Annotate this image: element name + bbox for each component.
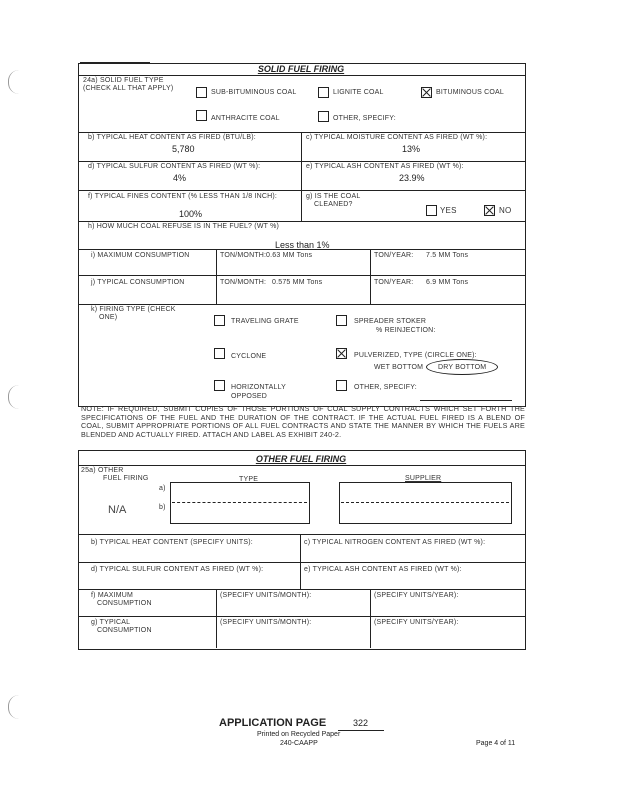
row-b-label: b) (159, 504, 166, 511)
other-max-year-label: (SPECIFY UNITS/YEAR): (374, 592, 459, 599)
max-ton-month-label: TON/MONTH: (220, 252, 267, 259)
other-typ-consumption-sublabel: CONSUMPTION (97, 627, 152, 634)
divider (78, 465, 525, 466)
heat-content-label: b) TYPICAL HEAT CONTENT AS FIRED (BTU/LB): (88, 134, 256, 141)
lignite-checkbox[interactable] (318, 87, 329, 98)
divider (78, 161, 525, 162)
divider (341, 502, 509, 503)
application-page-number: 322 (353, 718, 369, 728)
spreader-stoker-checkbox[interactable] (336, 315, 347, 326)
anthracite-checkbox[interactable] (196, 110, 207, 121)
type-header: TYPE (239, 476, 259, 483)
opposed-label: OPPOSED (231, 393, 268, 400)
bituminous-label: BITUMINOUS COAL (436, 89, 504, 96)
max-ton-month-value[interactable]: 0.63 MM Tons (266, 252, 313, 259)
other-sulfur-content-label: d) TYPICAL SULFUR CONTENT AS FIRED (WT %): (91, 566, 264, 573)
horizontally-opposed-label: HORIZONTALLY (231, 384, 287, 391)
divider (370, 249, 371, 304)
divider (78, 249, 525, 250)
coal-cleaned-label: g) IS THE COAL (306, 193, 361, 200)
pulverized-label: PULVERIZED, TYPE (CIRCLE ONE): (354, 352, 477, 359)
typ-ton-month-value[interactable]: 0.575 MM Tons (272, 279, 323, 286)
subbituminous-checkbox[interactable] (196, 87, 207, 98)
other-solid-checkbox[interactable] (318, 111, 329, 122)
sulfur-content-label: d) TYPICAL SULFUR CONTENT AS FIRED (WT %): (88, 163, 261, 170)
heat-content-value[interactable]: 5,780 (172, 144, 195, 154)
spreader-stoker-label: SPREADER STOKER (354, 318, 427, 325)
other-heat-content-label: b) TYPICAL HEAT CONTENT (SPECIFY UNITS): (91, 539, 253, 546)
max-ton-year-value[interactable]: 7.5 MM Tons (426, 252, 469, 259)
subbituminous-label: SUB-BITUMINOUS COAL (211, 89, 297, 96)
q25a-label: 25a) OTHER (81, 467, 124, 474)
not-applicable-value: N/A (108, 504, 127, 516)
supplier-input-box[interactable] (339, 482, 512, 524)
contract-note: NOTE: IF REQUIRED, SUBMIT COPIES OF THOSE PORTIONS OF COAL SUPPLY CONTRACTS WHICH SET FORTH THE SPECIFICATIONS OF THE FUEL AND THE DURATION OF THE CONTRACT. IF THE ACTUAL FUEL FIRED IS A BLEND OF COAL, SUBMIT APPROPRIATE PORTIONS OF ALL FUEL CONTRACTS AND STATE THE MANNER BY WHICH THE FUELS ARE BLENDED AND ACTUALLY FIRED. ATTACH AND LABEL AS EXHIBIT 240-2. (81, 404, 525, 439)
page-count: Page 4 of 11 (476, 740, 516, 747)
divider (216, 589, 217, 648)
other-max-consumption-sublabel: CONSUMPTION (97, 600, 152, 607)
divider (78, 616, 525, 617)
fines-content-label: f) TYPICAL FINES CONTENT (% LESS THAN 1/8 INCH): (88, 193, 278, 200)
other-typ-year-label: (SPECIFY UNITS/YEAR): (374, 619, 459, 626)
cyclone-checkbox[interactable] (214, 348, 225, 359)
horizontally-opposed-checkbox[interactable] (214, 380, 225, 391)
coal-cleaned-sublabel: CLEANED? (314, 201, 353, 208)
divider (78, 75, 525, 76)
row-a-label: a) (159, 485, 166, 492)
supplier-header: SUPPLIER (405, 475, 442, 482)
q25a-sublabel: FUEL FIRING (103, 475, 149, 482)
moisture-content-label: c) TYPICAL MOISTURE CONTENT AS FIRED (WT %): (306, 134, 488, 141)
ash-content-value[interactable]: 23.9% (399, 173, 425, 183)
dry-bottom-option[interactable]: DRY BOTTOM (438, 364, 487, 371)
cleaned-no-checkbox[interactable] (484, 205, 495, 216)
sulfur-content-value[interactable]: 4% (173, 173, 187, 183)
firing-type-label: k) FIRING TYPE (CHECK (91, 306, 176, 313)
cleaned-yes-label: YES (440, 206, 457, 215)
other-typ-month-label: (SPECIFY UNITS/MONTH): (220, 619, 312, 626)
lignite-label: LIGNITE COAL (333, 89, 384, 96)
binder-hole-mark (8, 70, 19, 94)
type-input-box[interactable] (170, 482, 310, 524)
typical-consumption-label: j) TYPICAL CONSUMPTION (91, 279, 185, 286)
max-consumption-label: i) MAXIMUM CONSUMPTION (91, 252, 190, 259)
other-typ-consumption-label: g) TYPICAL (91, 619, 131, 626)
coal-refuse-label: h) HOW MUCH COAL REFUSE IS IN THE FUEL? (WT %) (88, 223, 280, 230)
recycled-paper-note: Printed on Recycled Paper (257, 731, 341, 738)
bituminous-checkbox[interactable] (421, 87, 432, 98)
other-firing-field[interactable] (420, 400, 512, 401)
traveling-grate-label: TRAVELING GRATE (231, 318, 299, 325)
divider (78, 221, 525, 222)
q24a-sublabel: (CHECK ALL THAT APPLY) (83, 85, 174, 92)
other-firing-label: OTHER, SPECIFY: (354, 384, 417, 391)
other-max-month-label: (SPECIFY UNITS/MONTH): (220, 592, 312, 599)
application-page-label: APPLICATION PAGE (219, 717, 327, 729)
max-ton-year-label: TON/YEAR: (374, 252, 414, 259)
divider (301, 190, 302, 221)
cleaned-no-label: NO (499, 206, 512, 215)
other-max-consumption-label: f) MAXIMUM (91, 592, 134, 599)
divider (370, 589, 371, 648)
other-fuel-title: OTHER FUEL FIRING (255, 454, 347, 464)
other-firing-checkbox[interactable] (336, 380, 347, 391)
other-solid-label: OTHER, SPECIFY: (333, 115, 396, 122)
typ-ton-month-label: TON/MONTH: (220, 279, 267, 286)
ash-content-label: e) TYPICAL ASH CONTENT AS FIRED (WT %): (306, 163, 464, 170)
divider (172, 502, 307, 503)
divider (78, 562, 525, 563)
page-number-underline (338, 730, 384, 731)
cyclone-label: CYCLONE (231, 353, 267, 360)
divider (216, 249, 217, 304)
firing-type-sublabel: ONE) (99, 314, 118, 321)
divider (78, 534, 525, 535)
coal-refuse-value[interactable]: Less than 1% (275, 240, 330, 250)
q24a-label: 24a) SOLID FUEL TYPE (83, 77, 164, 84)
cleaned-yes-checkbox[interactable] (426, 205, 437, 216)
typ-ton-year-value[interactable]: 6.9 MM Tons (426, 279, 469, 286)
nitrogen-content-label: c) TYPICAL NITROGEN CONTENT AS FIRED (WT %): (304, 539, 486, 546)
divider (78, 589, 525, 590)
pulverized-checkbox[interactable] (336, 348, 347, 359)
moisture-content-value[interactable]: 13% (402, 144, 421, 154)
other-ash-content-label: e) TYPICAL ASH CONTENT AS FIRED (WT %): (304, 566, 462, 573)
reinjection-label: % REINJECTION: (376, 327, 436, 334)
binder-hole-mark (8, 385, 19, 409)
divider (78, 304, 525, 305)
solid-fuel-title: SOLID FUEL FIRING (257, 64, 345, 74)
typ-ton-year-label: TON/YEAR: (374, 279, 414, 286)
anthracite-label: ANTHRACITE COAL (211, 115, 280, 122)
form-id: 240-CAAPP (280, 740, 318, 747)
traveling-grate-checkbox[interactable] (214, 315, 225, 326)
binder-hole-mark (8, 695, 19, 719)
wet-bottom-option[interactable]: WET BOTTOM (374, 364, 424, 371)
fines-content-value[interactable]: 100% (179, 209, 203, 219)
divider (78, 275, 525, 276)
